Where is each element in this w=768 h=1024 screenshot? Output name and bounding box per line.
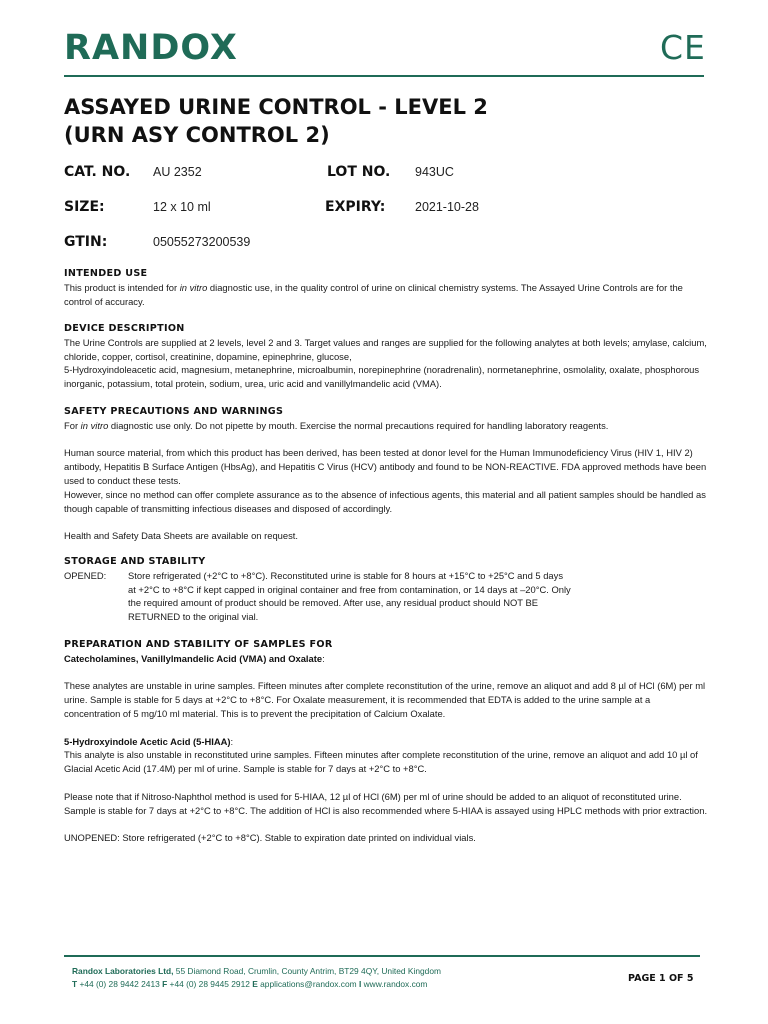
opened-label: OPENED: bbox=[64, 569, 107, 581]
catecholamines-subheading: Catecholamines, Vanillylmandelic Acid (VMA) and Oxalate bbox=[64, 652, 323, 664]
footer-address-line bbox=[72, 965, 441, 978]
preparation-section bbox=[64, 638, 709, 845]
device-description-section bbox=[64, 322, 709, 391]
colon: : bbox=[322, 652, 325, 664]
preparation-paragraph-4: UNOPENED: Store refrigerated (+2°C to +8°C). Stable to expiration date printed on individual vials. bbox=[64, 832, 476, 844]
safety-paragraph-2: Human source material, from which this product has been derived, has been tested at donor level for the Human Immunodeficiency Virus (HIV 1, HIV 2) antibody, Hepatitis B Surface Antigen (HbsAg), and Hepatitis C Virus (HCV) antibody and found to be NON-REACTIVE. FDA approved methods have been used to conduct these tests. bbox=[64, 447, 707, 486]
opened-line-2: at +2°C to +8°C if kept capped in original container and free from contamination, or 14 days at –20°C. Only bbox=[128, 583, 571, 595]
safety-paragraph-4: Health and Safety Data Sheets are available on request. bbox=[64, 530, 299, 542]
preparation-paragraph-2: This analyte is also unstable in reconstituted urine samples. Fifteen minutes after complete reconstitution of the urine, remove an aliquot and add 10 µl of Glacial Acetic Acid (17.4M) per ml of urine. Sample is stable for 7 days at +2°C to +8°C. bbox=[64, 749, 698, 775]
spacer bbox=[64, 666, 709, 680]
cat-no-label: CAT. NO. bbox=[64, 164, 131, 180]
footer-contact-line bbox=[72, 978, 441, 991]
footer-divider bbox=[64, 955, 700, 957]
cat-no-value: AU 2352 bbox=[153, 165, 202, 179]
page-number: PAGE 1 OF 5 bbox=[628, 973, 694, 984]
header-divider bbox=[64, 75, 704, 77]
title-line-1: ASSAYED URINE CONTROL - LEVEL 2 bbox=[64, 95, 488, 119]
phone-value: +44 (0) 28 9442 2413 bbox=[77, 978, 163, 989]
web-label: I bbox=[358, 978, 362, 989]
intended-use-text-a: This product is intended for bbox=[64, 281, 180, 293]
device-description-heading: DEVICE DESCRIPTION bbox=[64, 323, 185, 334]
title-line-2: (URN ASY CONTROL 2) bbox=[64, 123, 330, 147]
phone-label: T bbox=[72, 978, 78, 989]
colon: : bbox=[230, 735, 234, 747]
safety-paragraph-3: However, since no method can offer complete assurance as to the absence of infectious agents, this material and all patient samples should be handled as though capable of transmitting infectious diseases and disposed of accordingly. bbox=[64, 488, 706, 514]
preparation-paragraph-1: These analytes are unstable in urine samples. Fifteen minutes after complete reconstitution of the urine, remove an aliquot and add 8 µl of HCl (6M) per ml urine. Sample is stable for 5 days at +2°C to +8°C. For Oxalate measurement, it is recommended that EDTA is added to the urine sample at a concentration of 5 mg/10 ml material. This is to prevent the precipitation of Calcium Oxalate. bbox=[64, 680, 706, 719]
storage-opened-block bbox=[64, 569, 709, 624]
intended-use-italic: in vitro bbox=[179, 281, 208, 293]
gtin-value: 05055273200539 bbox=[153, 235, 251, 249]
hiaa-subheading: 5-Hydroxyindole Acetic Acid (5-HIAA) bbox=[64, 735, 231, 747]
safety-paragraph-1 bbox=[64, 419, 709, 433]
safety-heading: SAFETY PRECAUTIONS AND WARNINGS bbox=[64, 406, 284, 417]
intended-use-text-b: diagnostic use, in the quality control of urine on clinical chemistry systems. The Assayed Urine Controls are for the control of accuracy. bbox=[64, 281, 683, 307]
ce-mark-icon: CE bbox=[660, 28, 706, 67]
document-title bbox=[64, 93, 488, 149]
spacer bbox=[64, 433, 709, 447]
spacer bbox=[64, 817, 709, 831]
spacer bbox=[64, 776, 709, 790]
safety-p1-a: For bbox=[64, 419, 81, 431]
expiry-label: EXPIRY: bbox=[325, 199, 386, 215]
preparation-subheading-2 bbox=[64, 735, 709, 749]
lot-no-label: LOT NO. bbox=[327, 164, 391, 180]
safety-section bbox=[64, 405, 709, 543]
safety-p1-b: diagnostic use only. Do not pipette by mouth. Exercise the normal precautions required for handling laboratory reagents. bbox=[108, 419, 609, 431]
footer-address: 55 Diamond Road, Crumlin, County Antrim, BT29 4QY, United Kingdom bbox=[173, 966, 441, 976]
intended-use-section bbox=[64, 267, 709, 308]
email-label: E bbox=[252, 978, 258, 989]
intended-use-heading: INTENDED USE bbox=[64, 268, 148, 279]
expiry-value: 2021-10-28 bbox=[415, 200, 479, 214]
opened-line-4: RETURNED to the original vial. bbox=[128, 611, 259, 623]
preparation-subheading-1 bbox=[64, 652, 709, 666]
footer-company: Randox Laboratories Ltd, bbox=[72, 966, 174, 976]
email-value[interactable]: applications@randox.com bbox=[257, 978, 359, 989]
spacer bbox=[64, 515, 709, 529]
randox-logo: RANDOX bbox=[64, 28, 238, 68]
footer-contact bbox=[72, 965, 441, 990]
website-link[interactable]: www.randox.com bbox=[361, 978, 428, 989]
gtin-label: GTIN: bbox=[64, 234, 108, 250]
storage-section bbox=[64, 555, 709, 624]
fax-label: F bbox=[162, 978, 168, 989]
opened-line-1: Store refrigerated (+2°C to +8°C). Reconstituted urine is stable for 8 hours at +15°C to +25°C and 5 days bbox=[128, 569, 564, 581]
storage-heading: STORAGE AND STABILITY bbox=[64, 556, 206, 567]
size-label: SIZE: bbox=[64, 199, 105, 215]
device-description-line-2: 5-Hydroxyindoleacetic acid, magnesium, metanephrine, microalbumin, norepinephrine (noradrenalin), normetanephrine, osmolality, oxalate, phosphorous inorganic, potassium, total protein, sodium, urea, uric acid and vanillylmandelic acid (VMA). bbox=[64, 364, 700, 390]
size-value: 12 x 10 ml bbox=[153, 200, 211, 214]
preparation-paragraph-3: Please note that if Nitroso-Naphthol method is used for 5-HIAA, 12 µl of HCl (6M) per ml of urine should be added to an aliquot of reconstituted urine. Sample is stable for 7 days at +2°C to +8°C. The addition of HCl is also recommended where 5-HIAA is assayed using HPLC methods with prior extraction. bbox=[64, 790, 708, 816]
lot-no-value: 943UC bbox=[415, 165, 454, 179]
safety-p1-italic: in vitro bbox=[80, 419, 109, 431]
preparation-heading: PREPARATION AND STABILITY OF SAMPLES FOR bbox=[64, 639, 333, 650]
opened-line-3: the required amount of product should be removed. After use, any residual product should NOT BE bbox=[128, 597, 538, 609]
fax-value: +44 (0) 28 9445 2912 bbox=[167, 978, 253, 989]
intended-use-text bbox=[64, 281, 709, 309]
spacer bbox=[64, 721, 709, 735]
device-description-line-1: The Urine Controls are supplied at 2 levels, level 2 and 3. Target values and ranges are supplied for the following analytes at both levels; amylase, calcium, chloride, copper, cortisol, creatinine, dopamine, epinephrine, glucose, bbox=[64, 336, 707, 362]
